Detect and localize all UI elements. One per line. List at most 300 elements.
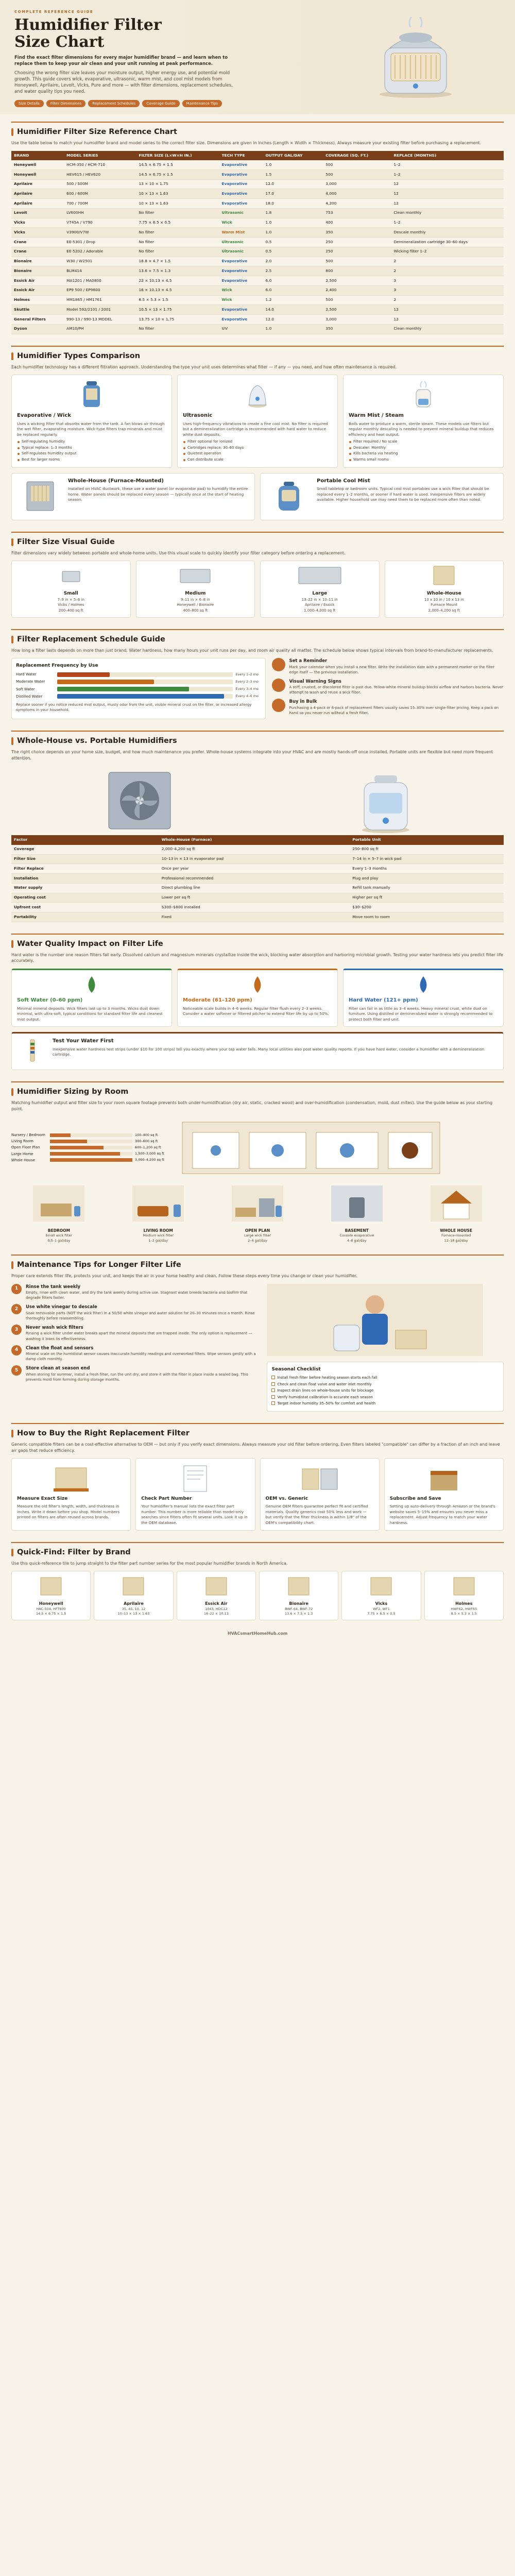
table-cell: Fixed [159, 912, 350, 922]
type-name: Evaporative / Wick [17, 413, 71, 419]
types-section [0, 338, 515, 524]
type-name: Whole-House (Furnace-Mounted) [68, 478, 164, 484]
table-cell: Filter Replace [11, 864, 159, 874]
warm-mist-humidifier-icon [349, 379, 498, 410]
table-cell: Essick Air [11, 285, 64, 295]
size-cards [11, 561, 504, 618]
table-cell: 1–2 [391, 218, 504, 228]
table-row [11, 189, 504, 199]
buy-card-part-number: Check Part Number Your humidifier's manual lists the exact filter part number. This number is more reliable than model-only searches since filters often fit several units. Look it up in the OEM database. [135, 1458, 255, 1530]
brand-tile[interactable] [94, 1571, 173, 1620]
section-intro: Filter dimensions vary widely between portable and whole-home units. Use this visual scale to quickly identify your filter category before ordering a replacement. [11, 550, 346, 555]
brand-tile[interactable] [11, 1571, 91, 1620]
table-row [11, 285, 504, 295]
section-intro: Proper care extends filter life, protects your unit, and keeps the air in your home healthy and clean. Follow these steps every time you change or clean your humidifier. [11, 1274, 357, 1279]
room-basement: BASEMENT Console evaporative 4–6 gal/day [309, 1183, 404, 1244]
brand-size: 8.5 × 5.3 × 1.5 [451, 1612, 477, 1616]
table-cell: HEV615 / HEV620 [64, 170, 136, 180]
brand-size: 10–13 × 13 × 1.63 [117, 1612, 150, 1616]
table-row [11, 276, 504, 286]
table-cell: Plug and play [350, 874, 504, 884]
maintenance-section [0, 1247, 515, 1416]
medium-filter-icon [177, 565, 213, 586]
table-header: BRAND [11, 151, 64, 161]
type-card-whole-house [11, 473, 255, 520]
type-cards [11, 375, 504, 467]
compare-images [11, 766, 504, 835]
table-header: MODEL SERIES [64, 151, 136, 161]
table-cell: Upfront cost [11, 903, 159, 912]
room-bedroom: BEDROOM Small wick filter 0.5–1 gal/day [11, 1183, 107, 1244]
table-cell: 10.5 × 13 × 1.75 [136, 305, 219, 315]
bar-value: 1,500–3,000 sq ft [135, 1151, 164, 1156]
table-cell: Descale monthly [391, 228, 504, 238]
table-cell: 7.75 × 6.5 × 0.5 [136, 218, 219, 228]
table-row [11, 305, 504, 315]
brand-parts: HAC-504, HFT600 [36, 1606, 66, 1611]
table-cell: MA1201 / MA0800 [64, 276, 136, 286]
table-cell: 1.0 [263, 228, 323, 238]
section-title: Water Quality Impact on Filter Life [11, 934, 504, 950]
table-cell: No filter [136, 247, 219, 257]
table-header: TECH TYPE [219, 151, 263, 161]
open-plan-icon [229, 1183, 286, 1224]
section-intro: Use the table below to match your humidifier brand and model series to the correct filter size. Dimensions are given in inches (Length × Width × Thickness). Always measure your existing filter before purchasing a replacement. [11, 140, 482, 145]
bar-label: Hard Water [16, 672, 37, 677]
table-cell: 13.75 × 10 × 1.75 [136, 315, 219, 325]
table-cell: Higher per sq ft [350, 893, 504, 903]
table-cell: Wick [219, 295, 263, 305]
filter-size-table [11, 151, 504, 334]
size-card-medium: Medium 9–11 in × 6–8 in Honeywell / Bionaire 400–800 sq ft [136, 561, 255, 618]
basement-icon [329, 1183, 385, 1224]
tip-bulk: Buy in Bulk Purchasing a 4-pack or 6-pack of replacement filters usually saves 15–30% over single-filter pricing. Keep a pack on hand so you never run without a fresh filter. [272, 699, 504, 716]
calendar-icon [272, 658, 285, 671]
table-cell: 2 [391, 257, 504, 266]
table-cell: Aprilaire [11, 189, 64, 199]
bar-value: 3,000–4,200 sq ft [135, 1158, 164, 1162]
room-bar-row [11, 1139, 171, 1144]
table-cell: 1.0 [263, 160, 323, 170]
hero-kicker: COMPLETE REFERENCE GUIDE [14, 10, 94, 14]
tag[interactable]: Filter Dimensions [46, 100, 85, 107]
room-bar [50, 1158, 132, 1162]
section-title: Filter Replacement Schedule Guide [11, 629, 504, 645]
type-desc: Uses a wicking filter that absorbs water from the tank. A fan blows air through the wet filter, evaporating moisture. Wick-type filters trap minerals and must be replaced regularly. [17, 421, 165, 437]
type-desc: Installed on HVAC ductwork, these use a water panel (or evaporator pad) to humidify the entire home. Water panels should be replaced every season — typically once at the start of heating season. [68, 486, 248, 502]
table-cell: 2 [391, 266, 504, 276]
brand-tile[interactable] [259, 1571, 338, 1620]
table-cell: Crane [11, 247, 64, 257]
room-bar-row [11, 1158, 171, 1163]
table-cell: 1.8 [263, 208, 323, 218]
table-cell: 7–14 in × 5–7 in wick pad [350, 854, 504, 864]
brand-name: Bionaire [289, 1601, 308, 1606]
section-intro: Each humidifier technology has a different filtration approach. Understanding the type your unit uses determines what filter — if any — you need, and how often maintenance is required. [11, 364, 397, 369]
frequency-bar-row [16, 672, 261, 677]
table-row [11, 247, 504, 257]
table-cell: Bionaire [11, 257, 64, 266]
table-cell: Wick [219, 285, 263, 295]
table-cell: 753 [323, 208, 391, 218]
table-cell: Bionaire [11, 266, 64, 276]
table-cell: No filter [136, 228, 219, 238]
table-cell: Wick [219, 218, 263, 228]
table-cell: 2 [391, 295, 504, 305]
table-row [11, 854, 504, 864]
brand-parts: WF2, WF1 [373, 1606, 390, 1611]
type-cards-row-2 [11, 473, 504, 520]
table-cell: 500 [323, 295, 391, 305]
type-desc: Small tabletop or bedroom units. Typical cool mist portables use a wick filter that should be replaced every 1–2 months, or sooner if hard water is used. Inexpensive filters are widely available. Higher household use may need them to be replaced more often than noted. [317, 486, 489, 502]
bar-label: Nursery / Bedroom [11, 1133, 45, 1138]
checkbox [271, 1401, 275, 1405]
test-strip-icon [17, 1038, 48, 1063]
maintenance-steps: 1 Rinse the tank weekly Empty, rinse with clean water, and dry the tank weekly during active use. Stagnant water breeds bacteria and biofilm that degrade filters faster. 2 Use white vinegar to descale Soak removable parts (NOT the wick filter) in a 50/50 white vinegar and water solution for 20–30 minutes once a month. Rinse thoroughly before reassembling. 3 Never wash wick filters Rinsing a wick filter under water breaks apart the mineral deposits that are trapped inside. The only option is replacement — washing it loses its effectiveness. 4 Clean the float and sensors Mineral scale on the humidistat sensor causes inaccurate humidity readings and overworked filters. Wipe sensors gently with a damp cloth monthly. 5 Store clean at season end When storing for summer, install a fresh filter, run the unit dry, and store it with the filter in place inside a sealed bag. This prevents mold from forming during storage months. [11, 1284, 260, 1412]
section-title: Humidifier Types Comparison [11, 346, 504, 362]
table-cell: Portability [11, 912, 159, 922]
table-header: Whole-House (Furnace) [159, 835, 350, 845]
frequency-bar [57, 694, 224, 699]
title-line-2: Size Chart [14, 32, 105, 51]
warning-icon [272, 679, 285, 692]
table-cell: Evaporative [219, 199, 263, 209]
bar-label: Large Home [11, 1151, 33, 1156]
filter-icon [283, 1574, 314, 1598]
table-cell: Evaporative [219, 179, 263, 189]
brand-name: Vicks [375, 1601, 388, 1606]
size-guide-section [0, 524, 515, 622]
table-cell: 17.0 [263, 189, 323, 199]
water-cards [11, 969, 504, 1027]
house-icon [428, 1183, 485, 1224]
buy-card-measure: Measure Exact Size Measure the old filter's length, width, and thickness in inches. Write it down before you shop. Model numbers printed on filters are often reused across brands. [11, 1458, 131, 1530]
table-cell: Evaporative [219, 170, 263, 180]
bar-value: 300–600 sq ft [135, 1139, 158, 1143]
table-cell: 250 [323, 247, 391, 257]
table-cell: Clean monthly [391, 324, 504, 334]
table-cell: 2.5 [263, 266, 323, 276]
bar-value: Every 2–3 mo [235, 679, 259, 684]
table-cell: AM10/PH [64, 324, 136, 334]
table-cell: Ultrasonic [219, 247, 263, 257]
section-intro: Hard water is the number one reason filters fail early. Dissolved calcium and magnesium minerals crystallize inside the wick, blocking water absorption and harboring microbial growth. Testing your water hardness lets you predict filter life accurately. [11, 952, 503, 963]
tag[interactable]: Maintenance Tips [182, 100, 222, 107]
section-intro: Generic compatible filters can be a cost-effective alternative to OEM — but only if you verify exact dimensions. Always measure your old filter before ordering. Even filters labeled "compatible" can differ by a fraction of an inch and leave air gaps that reduce efficiency. [11, 1442, 500, 1453]
table-cell: 800 [323, 266, 391, 276]
table-cell: 12 [391, 199, 504, 209]
brand-size: 14.5 × 6.75 × 1.5 [36, 1612, 66, 1616]
table-cell: 2,500 [323, 276, 391, 286]
brand-parts: 35, 45, 10, 12 [122, 1606, 146, 1611]
size-card-whole-house: Whole-House 13 x 10 in / 10 x 13 in Furnace Mount 2,000–4,200 sq ft [385, 561, 504, 618]
room-open-plan: OPEN PLAN Large wick filter 2–4 gal/day [210, 1183, 305, 1244]
table-cell: Installation [11, 874, 159, 884]
table-cell: 3,000 [323, 315, 391, 325]
hero-humidifier-image [331, 17, 501, 99]
ruler-filter-icon [17, 1463, 125, 1494]
table-cell: LV600HH [64, 208, 136, 218]
room-cards [11, 1183, 504, 1244]
table-cell: EE-5202 / Adorable [64, 247, 136, 257]
manual-icon [141, 1463, 249, 1494]
table-cell: 10–13 in × 13 in evaporator pad [159, 854, 350, 864]
table-cell: $300–$800 installed [159, 903, 350, 912]
small-filter-icon [58, 565, 84, 586]
table-cell: BLM414 [64, 266, 136, 276]
table-cell: 6.0 [263, 285, 323, 295]
hero-body: Choosing the wrong filter size leaves your moisture output, higher energy use, and potential mold growth. This guide covers wick, evaporative, ultrasonic, warm mist, and cool mist models from Honeywell, Aprilaire, Levoit, Vicks, Pure and more — with filter dimensions, replacement schedules, and water quality tips you need. [14, 70, 233, 95]
table-cell: Dyson [11, 324, 64, 334]
table-cell: 500 [323, 160, 391, 170]
bar-label: Open Floor Plan [11, 1145, 40, 1150]
brand-tile[interactable] [424, 1571, 504, 1620]
table-cell: Skuttle [11, 305, 64, 315]
hero [0, 0, 515, 114]
frequency-bar [57, 672, 110, 677]
table-cell: 3 [391, 285, 504, 295]
brand-name: Holmes [455, 1601, 473, 1606]
room-bar-row [11, 1132, 171, 1138]
seasonal-checklist: Seasonal Checklist Install fresh filter before heating season starts each fall Check and clean float valve and water inlet monthly Inspect drain lines on whole-house units for blockage Verify humidistat calibration is accurate each season Target indoor humidity 35–50% for comfort and health [267, 1362, 504, 1412]
room-bar-row [11, 1145, 171, 1150]
table-cell: EP9 500 / EP9800 [64, 285, 136, 295]
brand-section [0, 1535, 515, 1624]
table-cell: 500 / 500M [64, 179, 136, 189]
water-card-soft: Soft Water (0–60 ppm) Minimal mineral deposits. Wick filters last up to 3 months. Wicks dust down minimal, with ultra-soft, typical conditions for standard filter life and cleanest mist output. [11, 969, 172, 1027]
table-row [11, 179, 504, 189]
table-row [11, 324, 504, 334]
maintenance-illustration [267, 1284, 483, 1356]
brand-size: 16–22 × 10.13 [203, 1612, 229, 1616]
table-cell: No filter [136, 238, 219, 247]
room-bar [50, 1146, 104, 1149]
bar-value: Every 3–4 mo [235, 686, 259, 691]
table-cell: 1.0 [263, 324, 323, 334]
bar-value: Every 4–6 mo [235, 694, 259, 699]
brand-parts: BWF-64, BWF-72 [285, 1606, 313, 1611]
table-cell: 400 [323, 218, 391, 228]
buy-section [0, 1416, 515, 1535]
table-row [11, 883, 504, 893]
table-row [11, 874, 504, 884]
bar-value: 100–400 sq ft [135, 1132, 158, 1137]
replacement-tips [272, 658, 504, 719]
type-name: Portable Cool Mist [317, 478, 370, 484]
replacement-frequency-chart: Replacement Frequency by Use Hard Water Every 1–2 mo Moderate Water Every 2–3 mo Soft Water Every 3–4 mo Distilled Water Every 4–6 mo Replace sooner if you notice reduced mist output, musty odor from the unit, visible mineral crust on the filter, or increased allergy symptoms in your household. [11, 658, 266, 719]
table-row [11, 199, 504, 209]
tip-reminder: Set a Reminder Mark your calendar when you install a new filter. Write the installation date with a permanent marker on the filter edge itself — the previous installation. [272, 658, 504, 675]
table-cell: 14.0 [263, 305, 323, 315]
type-card-evaporative: Evaporative / Wick Uses a wicking filter that absorbs water from the tank. A fan blows air through the wet filter, evaporating moisture. Wick-type filters trap minerals and must be replaced regularly. Self-regulating humidity Typical replace: 1–3 months Self-regulates humidity output Best for larger rooms [11, 375, 172, 467]
hero-text [14, 9, 331, 107]
table-cell: 8.5 × 5.3 × 1.5 [136, 295, 219, 305]
table-cell: 1–2 [391, 160, 504, 170]
table-cell: $30–$200 [350, 903, 504, 912]
compare-section [0, 723, 515, 926]
table-cell: 1.0 [263, 218, 323, 228]
brand-tiles [11, 1571, 504, 1620]
type-card-portable-cool-mist [260, 473, 504, 520]
table-header: FILTER SIZE (L×W×H IN.) [136, 151, 219, 161]
table-cell: 12 [391, 189, 504, 199]
section-title: How to Buy the Right Replacement Filter [11, 1423, 504, 1439]
table-cell: Wicking filter 1–2 [391, 247, 504, 257]
room-bar [50, 1152, 120, 1156]
table-cell: V3900/V7W [64, 228, 136, 238]
table-cell: Holmes [11, 295, 64, 305]
ultrasonic-humidifier-icon [183, 379, 332, 410]
table-row [11, 170, 504, 180]
section-intro: Matching humidifier output and filter size to your room square footage prevents both under-humidification (dry air, static, cracked wood) and over-humidification (condensation, mold, dust mites). Use the guide below as your starting point. [11, 1100, 493, 1111]
table-header: REPLACE (MONTHS) [391, 151, 504, 161]
water-drop-icon [349, 974, 498, 995]
table-cell: 700 / 700M [64, 199, 136, 209]
table-cell: Move room to room [350, 912, 504, 922]
table-row [11, 912, 504, 922]
table-cell: HM1865 / HM1761 [64, 295, 136, 305]
hero-tags [14, 100, 241, 107]
table-cell: 16 × 10.13 × 4.5 [136, 285, 219, 295]
frequency-bar-row [16, 694, 261, 699]
table-cell: 12 [391, 179, 504, 189]
table-cell: 350 [323, 228, 391, 238]
living-room-icon [130, 1183, 186, 1224]
table-cell: 1.2 [263, 295, 323, 305]
room-bar-row [11, 1151, 171, 1157]
table-cell: Filter Size [11, 854, 159, 864]
room-section [0, 1074, 515, 1247]
type-name: Warm Mist / Steam [349, 413, 404, 419]
table-cell: 500 [323, 257, 391, 266]
table-cell: Essick Air [11, 276, 64, 286]
delivery-box-icon [390, 1463, 498, 1494]
table-cell: 14.5 × 6.75 × 1.5 [136, 160, 219, 170]
brand-tile[interactable] [177, 1571, 256, 1620]
table-header: COVERAGE (SQ. FT.) [323, 151, 391, 161]
table-cell: 250–800 sq ft [350, 845, 504, 854]
table-row [11, 160, 504, 170]
section-intro: Use this quick-reference tile to jump straight to the filter part number series for the most popular humidifier brands in North America. [11, 1561, 288, 1566]
filter-icon [118, 1574, 149, 1598]
table-cell: 350 [323, 324, 391, 334]
table-cell: 2,500 [323, 305, 391, 315]
table-cell: HCM-350 / HCM-710 [64, 160, 136, 170]
table-row [11, 257, 504, 266]
table-row [11, 266, 504, 276]
table-cell: General Filters [11, 315, 64, 325]
table-row [11, 845, 504, 854]
table-cell: Evaporative [219, 257, 263, 266]
checkbox [271, 1382, 275, 1386]
table-row [11, 903, 504, 912]
table-cell: Lower per sq ft [159, 893, 350, 903]
frequency-bar-row [16, 679, 261, 684]
table-cell: 13.6 × 7.5 × 1.3 [136, 266, 219, 276]
table-cell: 22 × 10.13 × 4.5 [136, 276, 219, 286]
table-cell: 1–2 [391, 170, 504, 180]
bar-label: Living Room [11, 1139, 33, 1144]
table-cell: 600 / 600M [64, 189, 136, 199]
bar-label: Moderate Water [16, 680, 45, 684]
bar-label: Distilled Water [16, 694, 43, 699]
section-title: Maintenance Tips for Longer Filter Life [11, 1255, 504, 1270]
filter-icon [201, 1574, 232, 1598]
table-cell: Model 592/2101 / 2001 [64, 305, 136, 315]
table-cell: 12 [391, 315, 504, 325]
cool-mist-humidifier-icon [266, 478, 312, 514]
table-cell: Evaporative [219, 189, 263, 199]
checkbox [271, 1388, 275, 1392]
table-cell: No filter [136, 324, 219, 334]
table-cell: UV [219, 324, 263, 334]
brand-parts: HWF62, HWF65 [451, 1606, 477, 1611]
water-card-test: Test Your Water First Inexpensive water hardness test strips (under $10 for 100 strips) tell you exactly where your tap water falls. Many local utilities also post water quality reports. If you have hard water, consider a humidifier with a demineralization cartridge. [11, 1032, 504, 1070]
table-cell: Vicks [11, 228, 64, 238]
cart-icon [272, 699, 285, 712]
reference-section [0, 114, 515, 338]
table-cell: Evaporative [219, 266, 263, 276]
table-cell: Aprilaire [11, 199, 64, 209]
frequency-bar-row [16, 687, 261, 692]
room-living: LIVING ROOM Medium wick filter 1–2 gal/day [111, 1183, 206, 1244]
table-cell: Vicks [11, 218, 64, 228]
checkbox [271, 1376, 275, 1379]
large-filter-icon [297, 565, 343, 586]
tag[interactable]: Size Details [14, 100, 44, 107]
table-row [11, 228, 504, 238]
table-cell: 2.0 [263, 257, 323, 266]
table-cell: 18.0 [263, 199, 323, 209]
table-cell: 3,000 [323, 179, 391, 189]
table-header: OUTPUT GAL/DAY [263, 151, 323, 161]
table-cell: Demineralization cartridge 30–60 days [391, 238, 504, 247]
tag[interactable]: Replacement Schedules [88, 100, 140, 107]
type-desc: Boils water to produce a warm, sterile steam. These models use filters but regular monthly descaling is needed to prevent mineral buildup that reduces efficiency and heat output. [349, 421, 494, 437]
room-whole-house: WHOLE HOUSE Furnace-mounted 12–18 gal/day [408, 1183, 504, 1244]
table-cell: Professional recommended [159, 874, 350, 884]
table-cell: 14.5 × 6.75 × 1.5 [136, 170, 219, 180]
table-cell: Every 1–3 months [350, 864, 504, 874]
type-desc: Uses high-frequency vibrations to create a fine cool mist. No filter is required but a demineralization cartridge is recommended with hard water to reduce white dust deposits. [183, 421, 328, 437]
filter-icon [366, 1574, 397, 1598]
table-row [11, 208, 504, 218]
footer-site-name: HVACsmartHomeHub.com [227, 1631, 288, 1636]
page-title [14, 17, 331, 50]
whole-house-unit-icon [93, 767, 186, 834]
table-cell: Operating cost [11, 893, 159, 903]
section-title: Whole-House vs. Portable Humidifiers [11, 731, 504, 747]
brand-tile[interactable] [341, 1571, 421, 1620]
room-size-bars [11, 1131, 171, 1164]
filter-pair-icon [266, 1463, 374, 1494]
table-row [11, 295, 504, 305]
water-section [0, 926, 515, 1074]
tag[interactable]: Coverage Guide [142, 100, 179, 107]
table-row [11, 893, 504, 903]
table-row [11, 864, 504, 874]
table-cell: W30 / W2501 [64, 257, 136, 266]
water-card-moderate: Moderate (61–120 ppm) Noticeable scale builds in 4–6 weeks. Regular filter flush every 2–3 weeks. Consider a water softener or filtered pitcher to extend filter life by up to 50%. [177, 969, 338, 1027]
section-title: Humidifier Filter Size Reference Chart [11, 122, 504, 138]
furnace-humidifier-icon [17, 478, 63, 514]
table-cell: 18.8 × 4.7 × 1.5 [136, 257, 219, 266]
type-card-ultrasonic: Ultrasonic Uses high-frequency vibrations to create a fine cool mist. No filter is required but a demineralization cartridge is recommended with hard water to reduce white dust deposits. Filter optional for ionized Cartridges replace: 30–60 days Quietest operation Can distribute scale [177, 375, 338, 467]
bar-value: Every 1–2 mo [235, 672, 259, 676]
section-title: Humidifier Sizing by Room [11, 1081, 504, 1097]
replacement-section [0, 622, 515, 723]
table-header: Portable Unit [350, 835, 504, 845]
